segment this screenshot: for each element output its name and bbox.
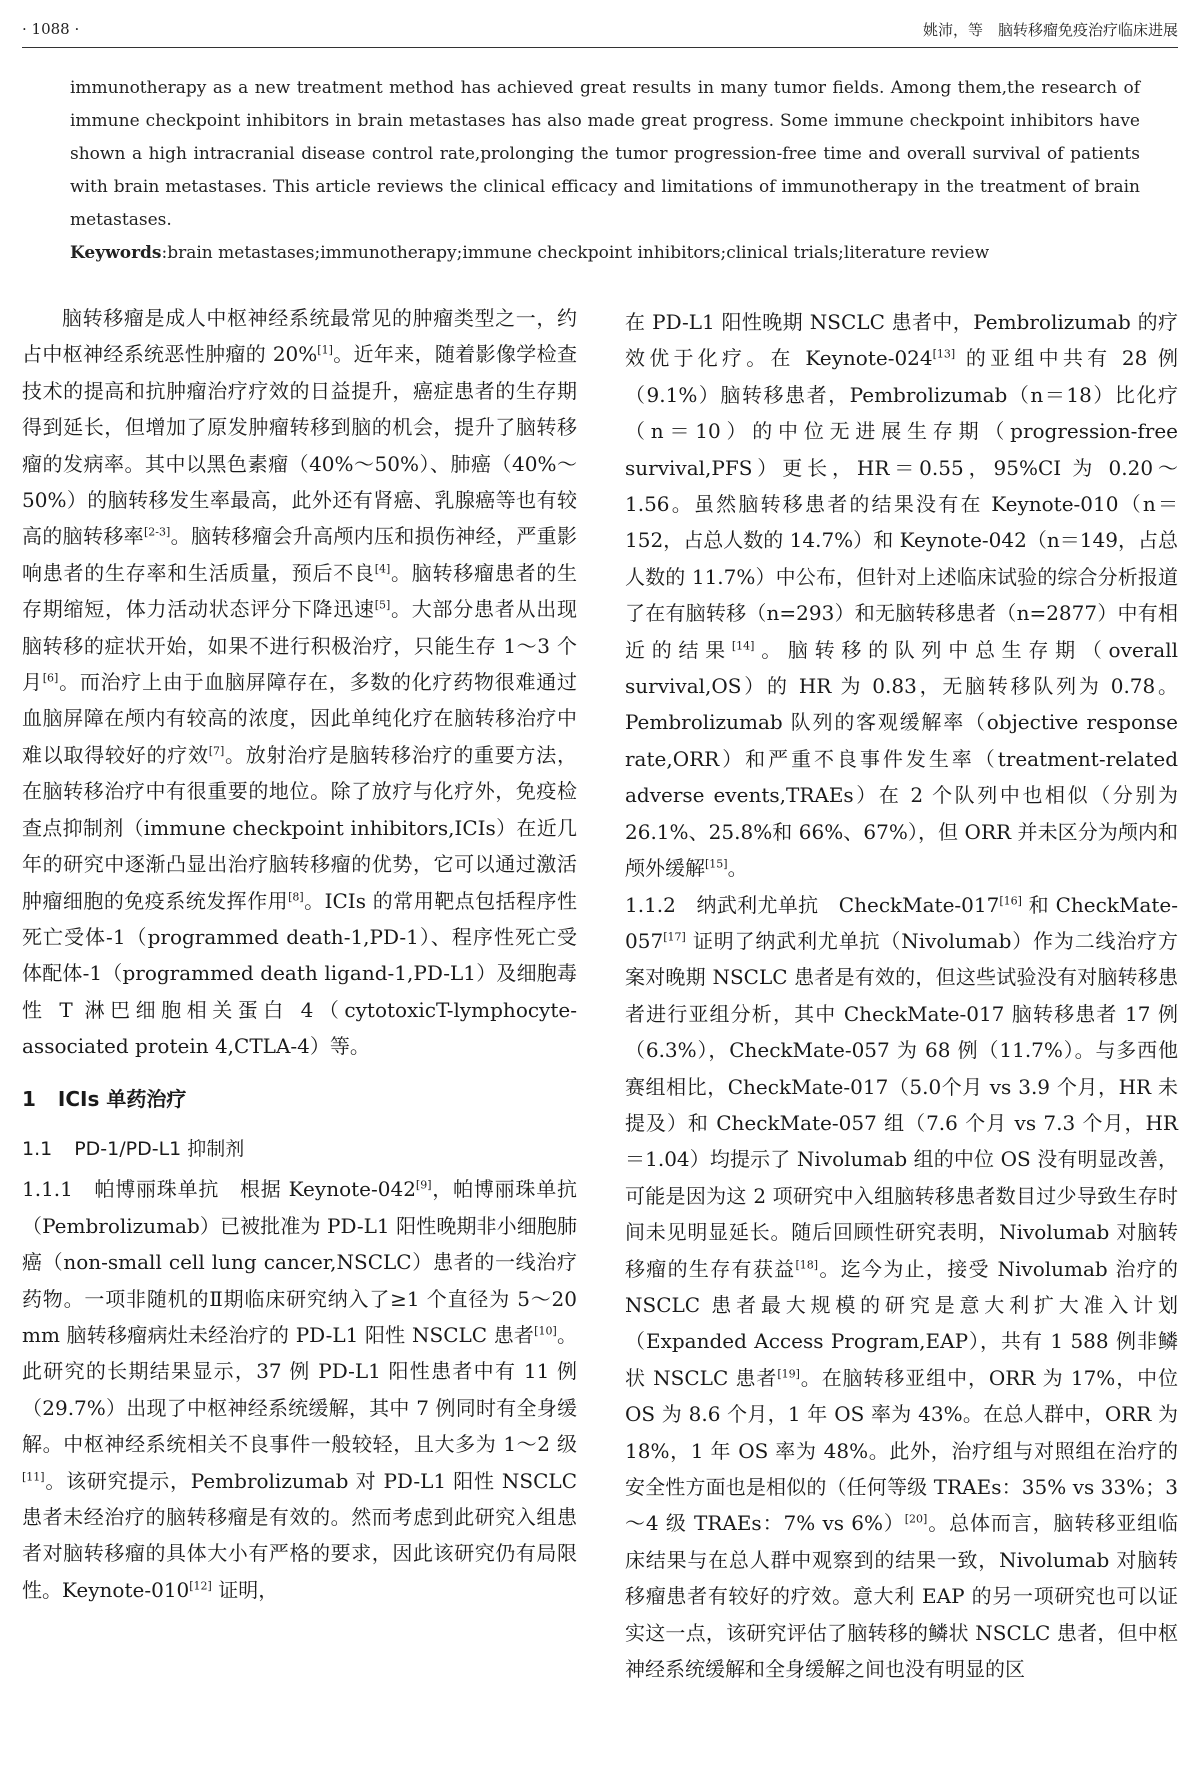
citation-ref: [16] (999, 893, 1022, 907)
text-run: 。 (727, 856, 748, 881)
running-header (22, 14, 1178, 44)
citation-ref: [6] (42, 671, 59, 685)
intro-paragraph (22, 300, 577, 1065)
citation-ref: [7] (208, 744, 225, 758)
text-run: 证明， (211, 1577, 279, 1602)
text-run: 。迄今为止，接受 Nivolumab 治疗的 NSCLC 患者最大规模的研究是意大利扩大准入计划（Expanded Access Program,EAP），共有 1 588 例非鳞状 NSCLC 患者 (625, 1256, 1179, 1390)
text-run: 1.1.1 帕博丽珠单抗 根据 Keynote-042 (22, 1177, 416, 1202)
text-run: 证明了纳武利尤单抗（Nivolumab）作为二线治疗方案对晚期 NSCLC 患者是有效的，但这些试验没有对脑转移患者进行亚组分析，其中 CheckMate-017 脑转移患者 17 例（6.3%），CheckMate-057 为 68 例（11.7%）。与多西他赛组相比，CheckMate-017（5.0个月 vs 3.9 个月，HR 未提及）和 CheckMate-057 组（7.6 个月 vs 7.3 个月，HR＝1.04）均提示了 Nivolumab 组的中位 OS 没有明显改善，可能是因为这 2 项研究中入组脑转移患者数目过少导致生存时间未见明显延长。随后回顾性研究表明，Nivolumab 对脑转移瘤的生存有获益 (625, 928, 1178, 1281)
text-run: 。近年来，随着影像学检查技术的提高和抗肿瘤治疗疗效的日益提升，癌症患者的生存期得到延长，但增加了原发肿瘤转移到脑的机会，提升了脑转移瘤的发病率。其中以黑色素瘤（40%～50%）、肺癌（40%～50%）的脑转移发生率最高，此外还有肾癌、乳腺癌等也有较高的脑转移率 (22, 342, 577, 549)
citation-ref: [11] (22, 1469, 45, 1483)
running-title: 姚沛，等 脑转移瘤免疫治疗临床进展 (922, 20, 1178, 39)
abstract-text: immunotherapy as a new treatment method has achieved great results in many tumor fields. Among them,the research of immune checkpoint inhibitors in brain metastases has also made great progress. Some immune checkpoint inhibitors have shown a high intracranial disease control rate,prolonging the tumor progression-free time and overall survival of patients with brain metastases. This article reviews the clinical efficacy and limitations of immunotherapy in the treatment of brain metastases. (70, 78, 1140, 230)
text-run: 。该研究提示，Pembrolizumab 对 PD-L1 阳性 NSCLC 患者未经治疗的脑转移瘤是有效的。然而考虑到此研究入组患者对脑转移瘤的具体大小有严格的要求，因此该研究仍有局限性。Keynote-010 (22, 1468, 577, 1602)
citation-ref: [2-3] (144, 525, 171, 539)
citation-ref: [18] (795, 1257, 819, 1271)
keywords-label: Keywords (70, 243, 162, 263)
citation-ref: [13] (932, 347, 956, 361)
citation-ref: [14] (731, 639, 755, 652)
text-run: 。此研究的长期结果显示，37 例 PD-L1 阳性患者中有 11 例（29.7%）出现了中枢神经系统缓解，其中 7 例同时有全身缓解。中枢神经系统相关不良事件一般较轻，且大多为 1～2 级 (22, 1322, 578, 1457)
text-run: 。脑转移瘤患者的生存期缩短，体力活动状态评分下降迅速 (22, 560, 578, 622)
text-run: 。在脑转移亚组中，ORR 为 17%，中位 OS 为 8.6 个月，1 年 OS 率为 43%。在总人群中，ORR 为 18%，1 年 OS 率为 48%。此外，治疗组与对照组在治疗的安全性方面也是相似的（任何等级 TRAEs：35% vs 33%；3～4 级 TRAEs：7% vs 6%） (625, 1365, 1178, 1536)
citation-ref: [15] (705, 857, 728, 871)
section-number: 1 (22, 1086, 36, 1111)
subsection-heading-1-1 (22, 1131, 577, 1167)
page-number: · 1088 · (22, 20, 80, 38)
header-divider (22, 47, 1178, 48)
text-run: 。脑转移的队列中总生存期（overall survival,OS）的 HR 为 0.83，无脑转移队列为 0.78。Pembrolizumab 队列的客观缓解率（objective response rate,ORR）和严重不良事件发生率（treatment-related adverse events,TRAEs）在 2 个队列中也相似（分别为 26.1%、25.8%和 66%、67%），但 ORR 并未区分为颅内和颅外缓解 (625, 637, 1179, 881)
citation-ref: [19] (777, 1367, 800, 1381)
right-column (625, 304, 1178, 1687)
citation-ref: [4] (374, 562, 391, 576)
text-run: 。脑转移瘤会升高颅内压和损伤神经，严重影响患者的生存率和生活质量，预后不良 (22, 524, 578, 585)
text-run: 。ICIs 的常用靶点包括程序性死亡受体-1（programmed death-1,PD-1）、程序性死亡受体配体-1（programmed death ligand-1,PD-L1）及细胞毒性 T 淋巴细胞相关蛋白 4（cytotoxicT-lymphocyte-associated protein 4,CTLA-4）等。 (22, 888, 577, 1059)
pembrolizumab-paragraph (22, 1171, 577, 1608)
english-abstract (70, 72, 1140, 270)
keywords-line (70, 237, 1140, 270)
left-column (22, 300, 577, 1608)
citation-ref: [10] (534, 1324, 557, 1338)
text-run: 。总体而言，脑转移亚组临床结果与在总人群中观察到的结果一致，Nivolumab 对脑转移瘤患者有较好的疗效。意大利 EAP 的另一项研究也可以证实这一点，该研究评估了脑转移的鳞状 NSCLC 患者，但中枢神经系统缓解和全身缓解之间也没有明显的区 (625, 1511, 1178, 1682)
citation-ref: [20] (904, 1512, 928, 1526)
text-run: 1.1.2 纳武利尤单抗 CheckMate-017 (625, 892, 1000, 917)
text-run: 和 CheckMate-057 (625, 892, 1178, 953)
citation-ref: [12] (189, 1579, 212, 1593)
section-title: ICIs 单药治疗 (57, 1086, 187, 1111)
subsection-title: PD-1/PD-L1 抑制剂 (74, 1137, 245, 1160)
text-run: 的亚组中共有 28 例（9.1%）脑转移患者，Pembrolizumab（n＝18）比化疗（n＝10）的中位无进展生存期（progression-free survival,PFS）更长，HR＝0.55，95%CI 为 0.20～1.56。虽然脑转移患者的结果没有在 Keynote-010（n＝152，占总人数的 14.7%）和 Keynote-042（n＝149，占总人数的 11.7%）中公布，但针对上述临床试验的综合分析报道了在有脑转移（n=293）和无脑转移患者（n=2877）中有相近的结果 (625, 346, 1178, 662)
section-heading-1 (22, 1081, 577, 1117)
text-run: 。而治疗上由于血脑屏障存在，多数的化疗药物很难通过血脑屏障在颅内有较高的浓度，因此单纯化疗在脑转移治疗中难以取得较好的疗效 (22, 670, 578, 767)
citation-ref: [8] (288, 889, 304, 903)
text-run: 在 PD-L1 阳性晚期 NSCLC 患者中，Pembrolizumab 的疗效优于化疗。在 Keynote-024 (625, 310, 1178, 371)
citation-ref: [5] (374, 598, 391, 612)
text-run: 。放射治疗是脑转移治疗的重要方法，在脑转移治疗中有很重要的地位。除了放疗与化疗外，免疫检查点抑制剂（immune checkpoint inhibitors,ICIs）在近几年的研究中逐渐凸显出治疗脑转移瘤的优势，它可以通过激活肿瘤细胞的免疫系统发挥作用 (22, 742, 578, 913)
citation-ref: [17] (663, 930, 686, 944)
subsection-number: 1.1 (22, 1137, 53, 1160)
keynote-paragraph (625, 304, 1178, 887)
citation-ref: [9] (415, 1178, 432, 1192)
keywords-list: :brain metastases;immunotherapy;immune checkpoint inhibitors;clinical trials;literature review (161, 243, 990, 263)
text-run: 。大部分患者从出现脑转移的症状开始，如果不进行积极治疗，只能生存 1～3 个月 (22, 597, 578, 695)
nivolumab-paragraph (625, 887, 1178, 1688)
text-run: ，帕博丽珠单抗（Pembrolizumab）已被批准为 PD-L1 阳性晚期非小细胞肺癌（non-small cell lung cancer,NSCLC）患者的一线治疗药物。一项非随机的Ⅱ期临床研究纳入了≥1 个直径为 5～20 mm 脑转移瘤病灶未经治疗的 PD-L1 阳性 NSCLC 患者 (22, 1177, 578, 1347)
text-run: 脑转移瘤是成人中枢神经系统最常见的肿瘤类型之一，约占中枢神经系统恶性肿瘤的 20% (22, 306, 577, 367)
citation-ref: [1] (317, 343, 333, 357)
